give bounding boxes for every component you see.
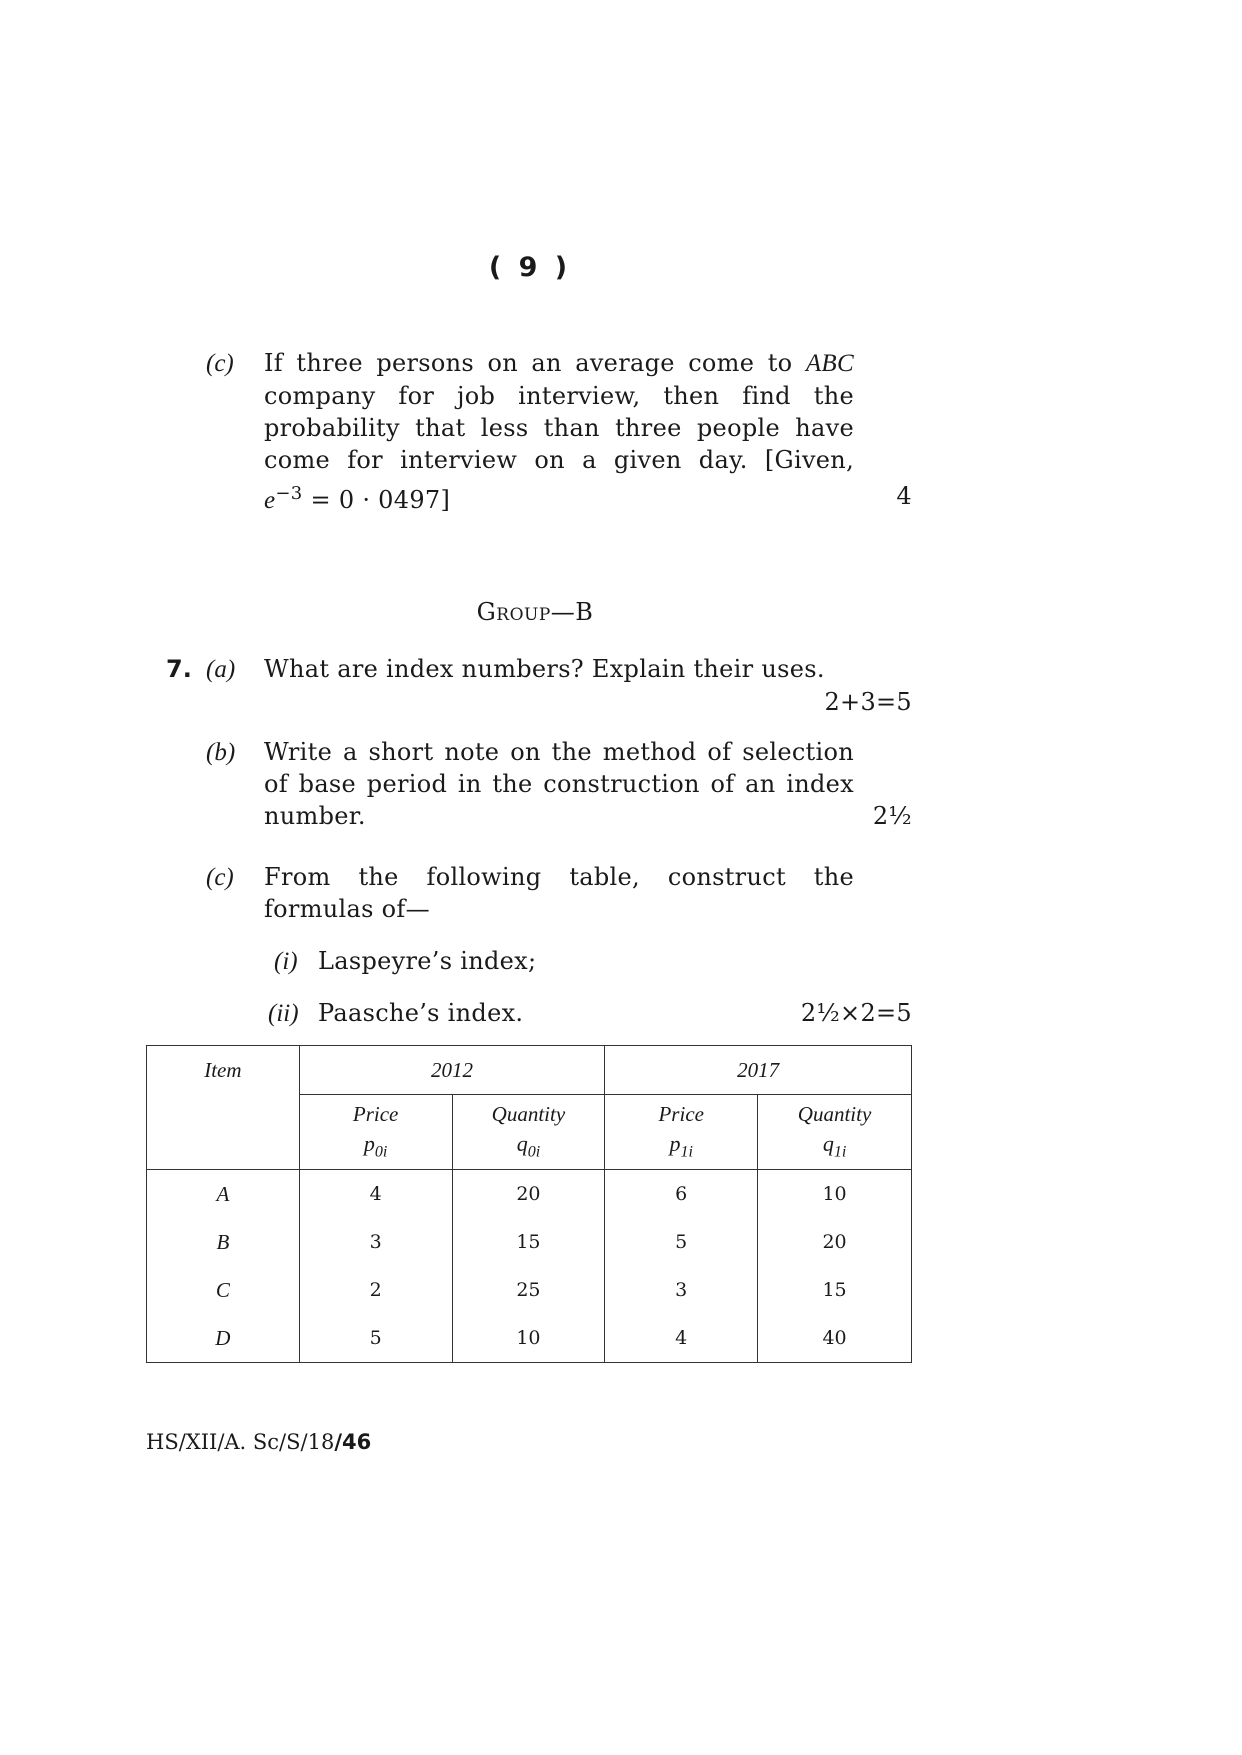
q7b-label: (b) xyxy=(206,739,236,766)
row-item: A xyxy=(216,1181,230,1206)
q7b-marks: 2½ xyxy=(872,802,912,830)
footer-page: /46 xyxy=(334,1430,372,1454)
q7b-text xyxy=(264,736,854,832)
quantity-2012-header: Quantity $q_{0i}$ xyxy=(452,1095,605,1170)
row-p1: 4 xyxy=(605,1314,758,1363)
item-header: Item xyxy=(147,1046,300,1170)
q6c-given-value: $e^{-3} = 0 \cdot 0497$] xyxy=(264,483,451,514)
row-q1: 15 xyxy=(758,1266,912,1314)
year-2017-header: 2017 xyxy=(605,1046,912,1095)
q7b-line-2: of base period in the construction of an index xyxy=(264,770,854,798)
q7-number: 7. xyxy=(166,655,192,683)
q6c-line-2: company for job interview, then find the xyxy=(264,382,854,410)
row-q1: 40 xyxy=(758,1314,912,1363)
price-2017-header: Price $p_{1i}$ xyxy=(605,1095,758,1170)
q7c-label: (c) xyxy=(206,864,234,891)
row-p0: 3 xyxy=(299,1218,452,1266)
row-item: C xyxy=(215,1277,230,1302)
q7a-label: (a) xyxy=(206,656,236,683)
q7c-ii-label: (ii) xyxy=(268,1000,299,1027)
row-p0: 5 xyxy=(299,1314,452,1363)
q6c-line-4: come for interview on a given day. [Given, xyxy=(264,446,854,474)
q7c-i-text: Laspeyre’s index; xyxy=(318,947,537,975)
q7c-ii-text: Paasche’s index. xyxy=(318,999,524,1027)
table-row xyxy=(147,1266,912,1314)
row-q1: 20 xyxy=(758,1218,912,1266)
row-q0: 10 xyxy=(452,1314,605,1363)
row-p1: 6 xyxy=(605,1170,758,1219)
quantity-2017-header: Quantity $q_{1i}$ xyxy=(758,1095,912,1170)
q7b-line-1: Write a short note on the method of selection xyxy=(264,738,854,766)
q6c-line-1: If three persons on an average come to ABC xyxy=(264,349,854,377)
row-item: D xyxy=(215,1325,231,1350)
q7b-line-3: number. xyxy=(264,802,366,830)
q7a-marks: 2+3=5 xyxy=(824,688,912,716)
q6c-label: (c) xyxy=(206,350,234,377)
row-q0: 25 xyxy=(452,1266,605,1314)
row-q0: 20 xyxy=(452,1170,605,1219)
page-number: ( 9 ) xyxy=(488,252,572,283)
group-title: Group—B xyxy=(476,598,594,626)
table-row xyxy=(147,1314,912,1363)
footer-code-text: HS/XII/A. Sc/S/18 xyxy=(146,1430,335,1454)
q6c-line-3: probability that less than three people have xyxy=(264,414,854,442)
q6c-marks: 4 xyxy=(896,482,912,510)
row-p0: 2 xyxy=(299,1266,452,1314)
row-item: B xyxy=(216,1229,230,1254)
q7c-line-1: From the following table, construct the xyxy=(264,863,854,891)
footer-code xyxy=(146,1430,371,1454)
price-2012-header: Price $p_{0i}$ xyxy=(299,1095,452,1170)
q7c-marks: 2½×2=5 xyxy=(800,999,912,1027)
row-p1: 5 xyxy=(605,1218,758,1266)
q7c-text xyxy=(264,861,854,925)
row-p1: 3 xyxy=(605,1266,758,1314)
year-2012-header: 2012 xyxy=(299,1046,605,1095)
table-row xyxy=(147,1218,912,1266)
row-q0: 15 xyxy=(452,1218,605,1266)
row-p0: 4 xyxy=(299,1170,452,1219)
q6c-text xyxy=(264,347,854,517)
q7a-text: What are index numbers? Explain their uses. xyxy=(264,655,825,683)
price-quantity-table xyxy=(146,1045,912,1363)
table-row xyxy=(147,1170,912,1219)
q7c-i-label: (i) xyxy=(274,948,298,975)
row-q1: 10 xyxy=(758,1170,912,1219)
q7c-line-2: formulas of— xyxy=(264,895,430,923)
